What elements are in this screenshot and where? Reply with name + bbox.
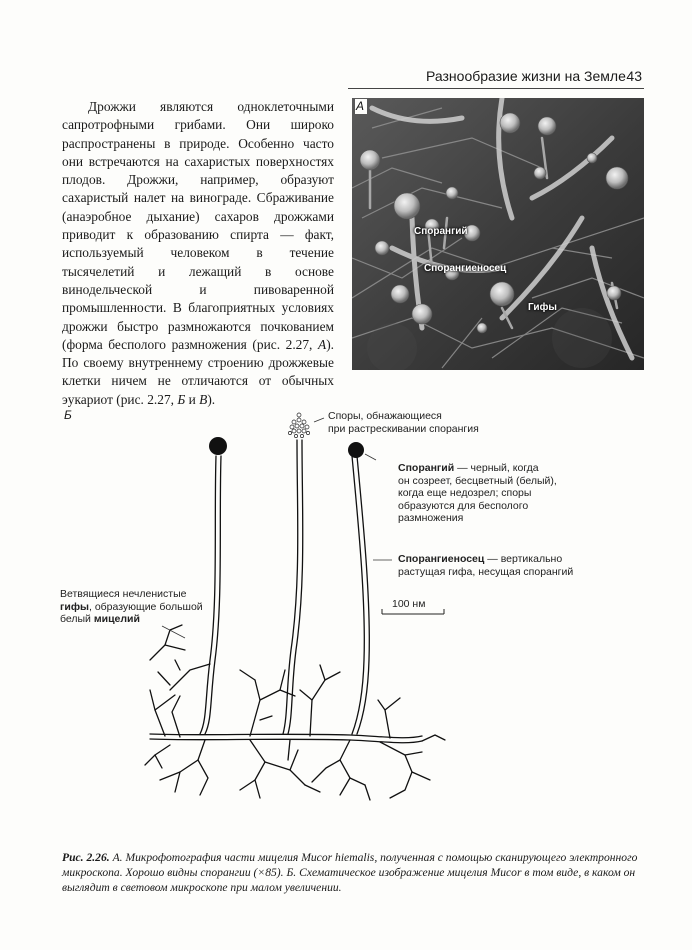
figure-a-tag: А <box>355 99 367 114</box>
term-mycelium: мицелий <box>93 613 140 625</box>
label-sporangium: Спорангий — черный, когда он созреет, бесцветный (белый), когда еще недозрел; споры образуются для бесполого размножения <box>398 462 557 524</box>
figure-caption: Рис. 2.26. А. Микрофотография части мицелия Mucor hiemalis, полученная с помощью сканирующего электронного микроскопа. Хорошо видны спорангии (×85). Б. Схематическое изображение мицелия Mucor в том виде, в каком он выглядит в световом микроскопе при малом увеличении. <box>62 851 638 894</box>
bursting-sporangium <box>288 413 309 438</box>
micrograph-label-sporangiophore: Спорангиеносец <box>424 263 507 274</box>
term-sporangiophore: Спорангиеносец <box>398 553 485 565</box>
label-mycelium: Ветвящиеся нечленистые гифы, образующие большой белый мицелий <box>60 588 203 625</box>
micrograph-figure-a <box>352 98 644 370</box>
mycelium-leader-line <box>162 626 185 638</box>
body-text-part2: ). По своему внутреннему строению дрожжевые клетки ничем не отличаются от обычных эукариот (рис. 2.27, <box>62 336 334 407</box>
section-title: Разнообразие жизни на Земле <box>426 68 626 84</box>
body-paragraph <box>62 98 334 409</box>
micrograph-label-sporangium: Спорангий <box>414 226 468 237</box>
body-text-part1: Дрожжи являются одноклеточными сапротрофными грибами. Они широко распространены в природе. Особенно часто они встречаются на сахаристых поверхностях плодов. Дрожжи, например, образуют сахаристый налет на винограде. Сбраживание (анаэробное дыхание) сахаров дрожжами приводит к образованию спирта — факт, используемый человеком в течение тысячелетий и лежащий в основе винодельческой и пивоваренной промышленности. В благоприятных условиях дрожжи быстро размножаются почкованием (форма бесполого размножения (рис. 2.27, <box>62 99 334 352</box>
scale-label: 100 нм <box>392 598 426 610</box>
body-text-part3: и <box>185 391 200 407</box>
genus-name: Mucor <box>490 866 522 879</box>
body-text-part4: ). <box>207 391 216 407</box>
page-number: 43 <box>626 68 642 84</box>
mycelium-diagram-b <box>50 400 650 830</box>
sporangium-right <box>348 442 364 458</box>
figure-ref-c: В <box>199 391 208 407</box>
label-spores: Споры, обнажающиеся при растрескивании спорангия <box>328 410 479 435</box>
micrograph-image <box>352 98 644 370</box>
micrograph-label-hyphae: Гифы <box>528 302 557 313</box>
species-name: Mucor hiemalis <box>301 851 375 864</box>
sporangium-leader-line <box>365 454 376 460</box>
running-header <box>348 66 644 89</box>
figure-ref-a: А <box>318 336 327 352</box>
figure-ref-b: Б <box>177 391 186 407</box>
spores-leader-line <box>314 418 324 422</box>
term-hyphae: гифы <box>60 600 89 613</box>
figure-number: Рис. 2.26. <box>62 851 110 864</box>
term-sporangium: Спорангий <box>398 462 455 474</box>
figure-b-tag: Б <box>64 408 72 422</box>
sporangium-left <box>209 437 227 455</box>
label-sporangiophore: Спорангиеносец — вертикально растущая гифа, несущая спорангий <box>398 553 574 578</box>
